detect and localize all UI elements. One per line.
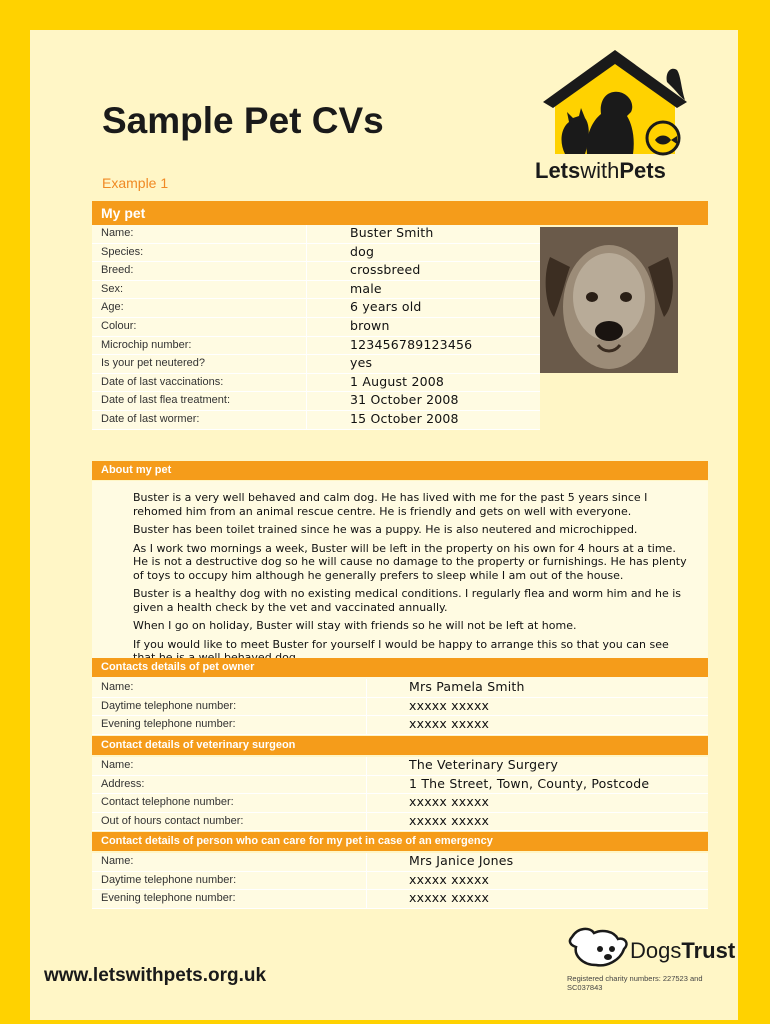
row-value: The Veterinary Surgery: [409, 757, 559, 772]
row-label: Daytime telephone number:: [101, 873, 237, 886]
about-paragraph: When I go on holiday, Buster will stay with friends so he will not be left at home.: [133, 619, 577, 632]
row-divider: [306, 411, 307, 430]
row-divider: [366, 853, 367, 872]
row-divider: [366, 776, 367, 795]
row-label: Daytime telephone number:: [101, 699, 237, 712]
table-row: [92, 374, 540, 393]
row-value: 1 The Street, Town, County, Postcode: [409, 775, 650, 791]
table-row: [92, 392, 540, 411]
row-label: Out of hours contact number:: [101, 814, 244, 827]
row-label: Is your pet neutered?: [101, 357, 205, 370]
row-divider: [306, 262, 307, 281]
row-divider: [306, 225, 307, 244]
row-label: Age:: [101, 301, 124, 314]
row-value: 15 October 2008: [350, 411, 459, 426]
table-row: [92, 679, 708, 698]
table-row: [92, 262, 540, 281]
row-divider: [366, 757, 367, 776]
row-divider: [306, 244, 307, 263]
row-value: xxxxx xxxxx: [409, 812, 490, 828]
table-row: [92, 281, 540, 300]
row-divider: [366, 679, 367, 698]
row-divider: [306, 337, 307, 356]
row-divider: [306, 299, 307, 318]
row-value: xxxxx xxxxx: [409, 890, 490, 906]
row-label: Contact telephone number:: [101, 796, 234, 809]
row-divider: [366, 716, 367, 735]
row-divider: [366, 872, 367, 891]
about-header: About my pet: [92, 461, 708, 480]
table-row: [92, 716, 708, 735]
row-value: 31 October 2008: [350, 392, 459, 408]
row-divider: [366, 794, 367, 813]
row-label: Name:: [101, 855, 134, 867]
row-label: Name:: [101, 227, 134, 239]
row-value: Mrs Janice Jones: [409, 853, 514, 868]
logo-text: LetswithPets: [535, 158, 666, 183]
row-label: Name:: [101, 759, 134, 771]
example-label: Example 1: [102, 175, 169, 191]
row-divider: [306, 374, 307, 393]
row-value: xxxxx xxxxx: [409, 794, 490, 810]
row-value: dog: [350, 243, 375, 259]
dogs-trust-text: DogsTrust: [630, 938, 736, 963]
table-row: [92, 411, 540, 430]
about-text: [92, 481, 708, 688]
website-url[interactable]: www.letswithpets.org.uk: [44, 965, 267, 986]
row-value: 123456789123456: [350, 336, 473, 352]
row-label: Evening telephone number:: [101, 718, 236, 731]
row-divider: [306, 281, 307, 300]
row-value: 6 years old: [350, 299, 422, 315]
table-row: [92, 225, 540, 244]
row-label: Name:: [101, 681, 134, 693]
table-row: [92, 299, 540, 318]
table-row: [92, 813, 708, 832]
row-label: Date of last flea treatment:: [101, 394, 231, 407]
table-row: [92, 776, 708, 795]
about-paragraph: As I work two mornings a week, Buster will be left in the property on his own for 4 hours at a time. He is not a destructive dog so he will cause no damage to the property or furnishings. He has plenty of toys to occupy him although he generally prefers to sleep while I am out of the house.: [133, 541, 687, 582]
row-divider: [306, 392, 307, 411]
row-label: Address:: [101, 777, 145, 790]
row-value: crossbreed: [350, 262, 421, 278]
about-paragraph: Buster is a healthy dog with no existing medical conditions. I regularly flea and worm him and he is given a health check by the vet and vaccinated annually.: [133, 587, 682, 614]
row-value: 1 August 2008: [350, 373, 445, 389]
row-value: yes: [350, 355, 373, 371]
table-row: [92, 244, 540, 263]
row-label: Evening telephone number:: [101, 892, 236, 905]
pet-cv-page: [30, 30, 738, 1020]
table-row: [92, 318, 540, 337]
table-row: [92, 337, 540, 356]
row-divider: [306, 355, 307, 374]
charity-numbers: Registered charity numbers: 227523 and SC037843: [567, 974, 703, 992]
row-label: Microchip number:: [101, 338, 192, 351]
owner-header: Contacts details of pet owner: [92, 658, 708, 677]
dog-photo-icon: [540, 227, 678, 373]
row-value: Mrs Pamela Smith: [409, 679, 525, 694]
table-row: [92, 872, 708, 891]
table-row: [92, 794, 708, 813]
row-divider: [366, 698, 367, 717]
row-label: Date of last vaccinations:: [101, 375, 224, 388]
row-divider: [366, 890, 367, 909]
row-label: Colour:: [101, 320, 137, 332]
row-value: male: [350, 280, 382, 296]
row-value: xxxxx xxxxx: [409, 871, 490, 887]
table-row: [92, 757, 708, 776]
row-value: brown: [350, 318, 390, 333]
row-divider: [366, 813, 367, 832]
row-label: Date of last wormer:: [101, 413, 200, 425]
row-value: xxxxx xxxxx: [409, 716, 490, 732]
about-paragraph: Buster has been toilet trained since he was a puppy. He is also neutered and microchipped.: [133, 523, 638, 536]
row-label: Species:: [101, 245, 144, 258]
row-value: xxxxx xxxxx: [409, 697, 490, 713]
vet-header: Contact details of veterinary surgeon: [92, 736, 708, 755]
row-divider: [306, 318, 307, 337]
page-title: Sample Pet CVs: [102, 100, 384, 141]
about-paragraph: If you would like to meet Buster for yourself I would be happy to arrange this so that you can see: [133, 637, 669, 651]
table-row: [92, 890, 708, 909]
table-row: [92, 355, 540, 374]
row-label: Breed:: [101, 264, 134, 277]
my-pet-header: My pet: [92, 201, 708, 225]
about-paragraph: Buster is a very well behaved and calm dog. He has lived with me for the past 5 years since I rehomed him from an animal rescue centre. He is friendly and gets on well with everyone.: [133, 491, 648, 518]
row-label: Sex:: [101, 282, 124, 295]
emergency-header: Contact details of person who can care for my pet in case of an emergency: [92, 832, 708, 851]
table-row: [92, 853, 708, 872]
table-row: [92, 698, 708, 717]
row-value: Buster Smith: [350, 225, 434, 240]
